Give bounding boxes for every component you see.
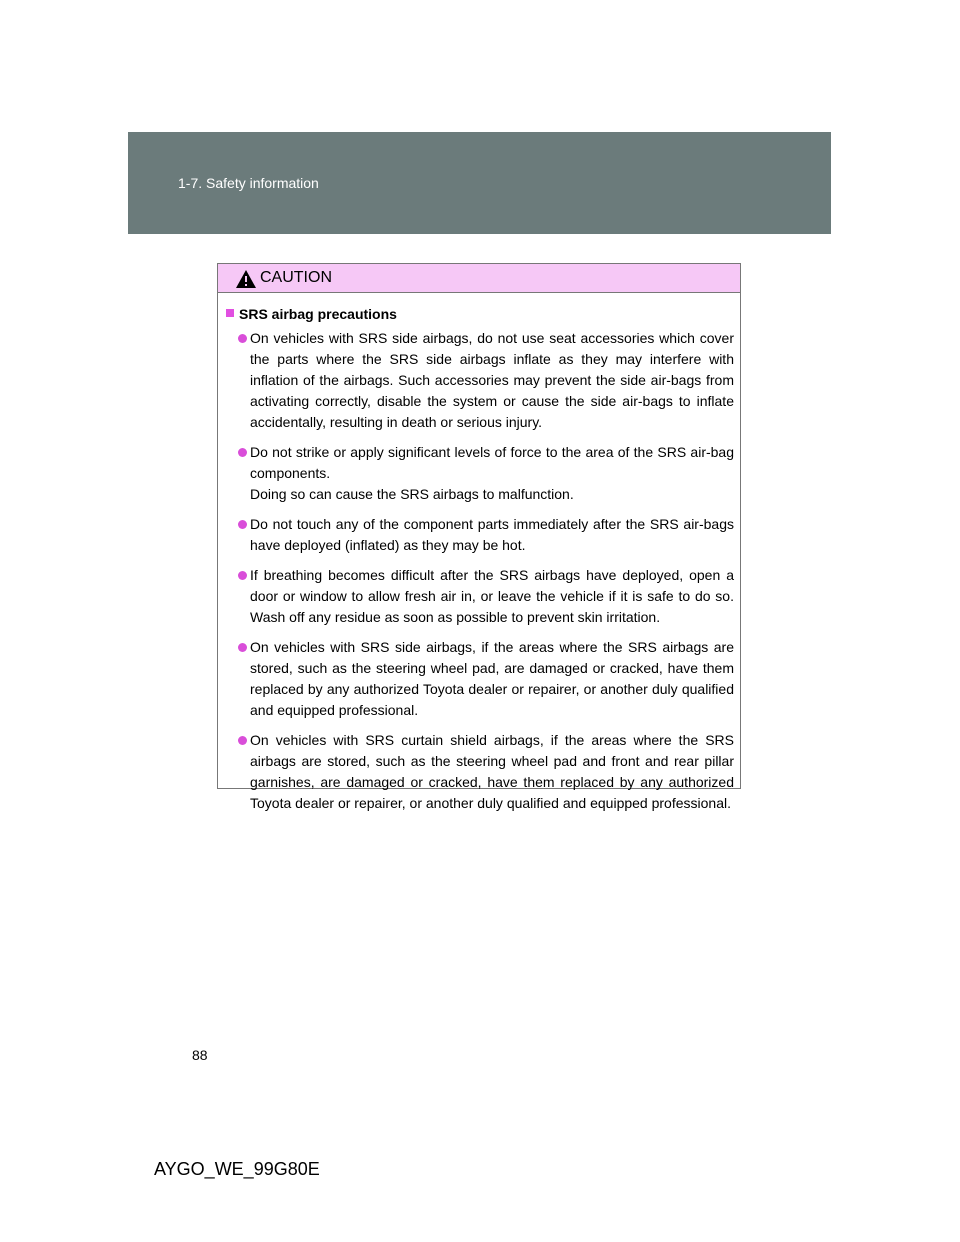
caution-item [218, 514, 740, 556]
page-number: 88 [192, 1047, 208, 1063]
caution-box [217, 263, 741, 811]
dot-bullet-icon [238, 736, 247, 745]
caution-item [218, 730, 740, 814]
caution-label: CAUTION [260, 269, 332, 286]
warning-triangle-icon [235, 269, 257, 289]
document-code: AYGO_WE_99G80E [154, 1159, 320, 1179]
dot-bullet-icon [238, 520, 247, 529]
caution-item-text: On vehicles with SRS side airbags, do not use seat accessories which cover the parts where the SRS side airbags inflate as they may interfere with inflation of the airbags. Such accessories may prevent the side air-bags from activating correctly, disable the system or cause the side air-bags to inflate accidentally, resulting in death or serious injury. [250, 330, 734, 430]
caution-item [218, 565, 740, 628]
caution-item-text: If breathing becomes difficult after the SRS airbags have deployed, open a door or window to allow fresh air in, or leave the vehicle if it is safe to do so. Wash off any residue as soon as possible to prevent skin irritation. [250, 567, 734, 625]
caution-item [218, 637, 740, 721]
dot-bullet-icon [238, 643, 247, 652]
section-title: 1-7. Safety information [178, 175, 319, 191]
caution-item-text: On vehicles with SRS side airbags, if the areas where the SRS airbags are stored, such as the steering wheel pad, are damaged or cracked, have them replaced by any authorized Toyota dealer or repairer, or another duly qualified and equipped professional. [250, 639, 734, 718]
caution-header [218, 264, 740, 293]
caution-heading [218, 304, 740, 324]
caution-item-text: Do not touch any of the component parts immediately after the SRS air-bags have deployed (inflated) as they may be hot. [250, 516, 734, 553]
caution-item-subtext: Doing so can cause the SRS airbags to malfunction. [250, 486, 574, 502]
square-bullet-icon [226, 309, 234, 317]
caution-item-text: On vehicles with SRS curtain shield airbags, if the areas where the SRS airbags are stored, such as the steering wheel pad and front and rear pillar garnishes, are damaged or cracked, have them replaced by any authorized Toyota dealer or repairer, or another duly qualified and equipped professional. [250, 732, 734, 811]
dot-bullet-icon [238, 448, 247, 457]
caution-heading-text: SRS airbag precautions [239, 306, 397, 322]
dot-bullet-icon [238, 334, 247, 343]
caution-body [218, 293, 740, 814]
caution-item [218, 328, 740, 433]
dot-bullet-icon [238, 571, 247, 580]
caution-item [218, 442, 740, 505]
caution-item-text: Do not strike or apply significant levels of force to the area of the SRS air-bag components. [250, 444, 734, 481]
